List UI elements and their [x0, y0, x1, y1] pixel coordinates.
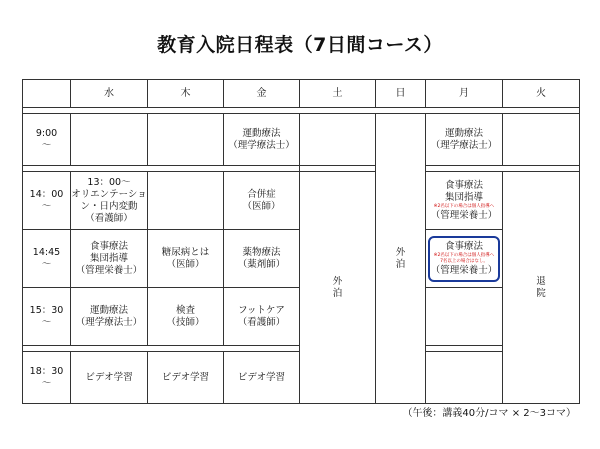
cell-wed-1400: 13：00～ オリエンテーショ ン・日内変動 （看護師）: [71, 172, 148, 230]
cell-fri-1830: ビデオ学習: [224, 352, 300, 404]
cell-thu-1400: [148, 172, 224, 230]
cell-tue-discharge: 退 院: [503, 172, 580, 404]
cell-fri-1400: 合併症 （医師）: [224, 172, 300, 230]
time-1530: 15：30 ～: [23, 288, 71, 346]
time-1445: 14:45 ～: [23, 230, 71, 288]
cell-sat-stayout: 外 泊: [300, 172, 376, 404]
day-header-mon: 月: [426, 80, 503, 108]
corner-cell: [23, 80, 71, 108]
cell-wed-0900: [71, 114, 148, 166]
day-header-thu: 木: [148, 80, 224, 108]
cell-tue-0900: [503, 114, 580, 166]
cell-fri-1530: フットケア （看護師）: [224, 288, 300, 346]
day-header-sun: 日: [376, 80, 426, 108]
highlight-box: 食事療法 ※2名以下の場合は個人指導へ 7名以上の場合はなし。 （管理栄養士）: [428, 236, 500, 282]
cell-mon-0900: 運動療法 （理学療法士）: [426, 114, 503, 166]
cell-wed-1445: 食事療法 集団指導 （管理栄養士）: [71, 230, 148, 288]
time-1830: 18：30 ～: [23, 352, 71, 404]
cell-mon-1830: [426, 352, 503, 404]
cell-sat-0900: [300, 114, 376, 166]
schedule-table: [22, 79, 580, 404]
cell-wed-1530: 運動療法 （理学療法士）: [71, 288, 148, 346]
day-header-sat: 土: [300, 80, 376, 108]
cell-mon-1400: 食事療法 集団指導 ※2名以下の場合は個人指導へ （管理栄養士）: [426, 172, 503, 230]
slot-row-0900: [23, 114, 580, 166]
cell-mon-1530: [426, 288, 503, 346]
slot-row-1400: [23, 172, 580, 230]
cell-thu-1445: 糖尿病とは （医師）: [148, 230, 224, 288]
cell-sun-stayout: 外 泊: [376, 114, 426, 404]
page-title: 教育入院日程表（7日間コース）: [157, 34, 443, 56]
header-row: [23, 80, 580, 108]
cell-mon-1445: [426, 230, 503, 288]
cell-thu-1830: ビデオ学習: [148, 352, 224, 404]
cell-thu-0900: [148, 114, 224, 166]
day-header-fri: 金: [224, 80, 300, 108]
cell-wed-1830: ビデオ学習: [71, 352, 148, 404]
day-header-wed: 水: [71, 80, 148, 108]
cell-fri-1445: 薬物療法 （薬剤師）: [224, 230, 300, 288]
time-1400: 14：00 ～: [23, 172, 71, 230]
day-header-tue: 火: [503, 80, 580, 108]
cell-fri-0900: 運動療法 （理学療法士）: [224, 114, 300, 166]
footer-note: （午後：講義40分/コマ × 2～3コマ）: [402, 408, 576, 419]
time-0900: 9:00 ～: [23, 114, 71, 166]
cell-thu-1530: 検査 （技師）: [148, 288, 224, 346]
